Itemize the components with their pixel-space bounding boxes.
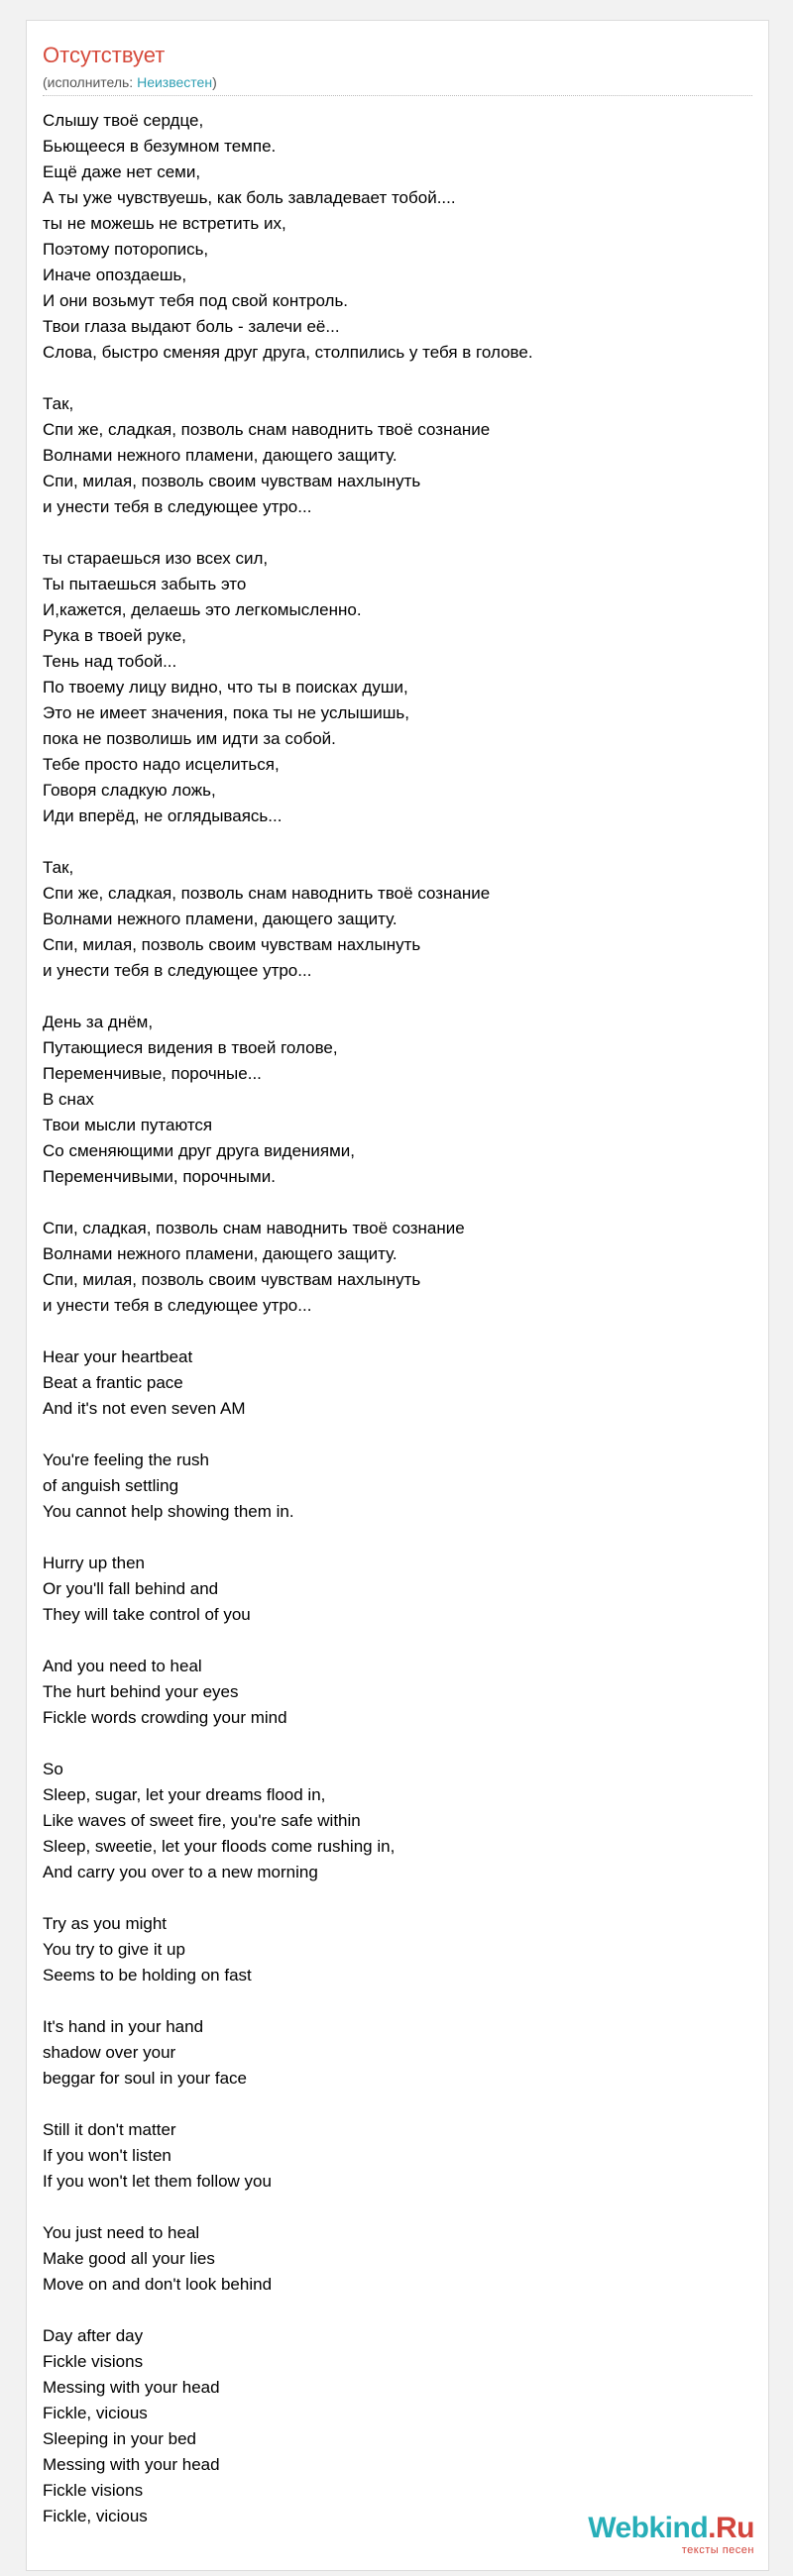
lyrics-line: Day after day bbox=[43, 2326, 144, 2345]
lyrics-line: Ещё даже нет семи, bbox=[43, 162, 201, 181]
lyrics-line: Sleep, sweetie, let your floods come rushing in, bbox=[43, 1837, 396, 1856]
lyrics-line: Слова, быстро сменяя друг друга, столпились у тебя в голове. bbox=[43, 343, 533, 362]
lyrics-line: If you won't let them follow you bbox=[43, 2172, 272, 2191]
lyrics-line: Так, bbox=[43, 394, 74, 413]
lyrics-line: Make good all your lies bbox=[43, 2249, 215, 2268]
lyrics-line: It's hand in your hand bbox=[43, 2017, 204, 2036]
lyrics-line: Fickle words crowding your mind bbox=[43, 1708, 287, 1727]
lyrics-line: So bbox=[43, 1760, 63, 1778]
lyrics-line: И они возьмут тебя под свой контроль. bbox=[43, 291, 349, 310]
song-title: Отсутствует bbox=[43, 43, 166, 67]
lyrics-line: You're feeling the rush bbox=[43, 1450, 210, 1469]
lyrics-stanza bbox=[43, 2323, 746, 2529]
lyrics-line: Со сменяющими друг друга видениями, bbox=[43, 1141, 356, 1160]
lyrics-line: And you need to heal bbox=[43, 1657, 202, 1675]
lyrics-line: shadow over your bbox=[43, 2043, 176, 2062]
lyrics-line: You cannot help showing them in. bbox=[43, 1502, 294, 1521]
lyrics-line: Fickle visions bbox=[43, 2481, 144, 2500]
lyrics-line: и унести тебя в следующее утро... bbox=[43, 1296, 312, 1315]
lyrics-line: Спи, милая, позволь своим чувствам нахлынуть bbox=[43, 472, 421, 490]
artist-link[interactable]: Неизвестен bbox=[137, 74, 213, 90]
lyrics-line: They will take control of you bbox=[43, 1605, 251, 1624]
lyrics-line: Beat a frantic pace bbox=[43, 1373, 183, 1392]
lyrics-line: Спи, милая, позволь своим чувствам нахлынуть bbox=[43, 1270, 421, 1289]
lyrics-line: Иначе опоздаешь, bbox=[43, 266, 187, 284]
lyrics-line: Говоря сладкую ложь, bbox=[43, 781, 216, 800]
lyrics-stanza bbox=[43, 855, 746, 984]
lyrics-stanza bbox=[43, 2220, 746, 2298]
lyrics-line: пока не позволишь им идти за собой. bbox=[43, 729, 336, 748]
lyrics-line: Fickle, vicious bbox=[43, 2507, 148, 2525]
lyrics-line: По твоему лицу видно, что ты в поисках души, bbox=[43, 678, 408, 697]
lyrics-line: Try as you might bbox=[43, 1914, 168, 1933]
lyrics-line: Ты пытаешься забыть это bbox=[43, 575, 247, 593]
lyrics-line: ты не можешь не встретить их, bbox=[43, 214, 286, 233]
lyrics-line: Or you'll fall behind and bbox=[43, 1579, 219, 1598]
lyrics-line: Seems to be holding on fast bbox=[43, 1966, 252, 1985]
lyrics-line: Тень над тобой... bbox=[43, 652, 177, 671]
lyrics-line: You try to give it up bbox=[43, 1940, 185, 1959]
lyrics-line: Like waves of sweet fire, you're safe within bbox=[43, 1811, 361, 1830]
site-logo[interactable] bbox=[588, 2514, 754, 2556]
lyrics-line: Спи же, сладкая, позволь снам наводнить твоё сознание bbox=[43, 420, 491, 439]
lyrics-line: Fickle, vicious bbox=[43, 2404, 148, 2422]
lyrics-line: Иди вперёд, не оглядываясь... bbox=[43, 806, 283, 825]
logo-name: Webkind bbox=[588, 2512, 709, 2544]
lyrics-line: А ты уже чувствуешь, как боль завладевает тобой.... bbox=[43, 188, 456, 207]
lyrics-line: Спи, сладкая, позволь снам наводнить твоё сознание bbox=[43, 1219, 465, 1237]
divider bbox=[43, 95, 752, 96]
lyrics-line: И,кажется, делаешь это легкомысленно. bbox=[43, 600, 362, 619]
lyrics-line: Fickle visions bbox=[43, 2352, 144, 2371]
lyrics-line: Move on and don't look behind bbox=[43, 2275, 273, 2294]
lyrics-line: of anguish settling bbox=[43, 1476, 179, 1495]
lyrics-line: And it's not even seven AM bbox=[43, 1399, 246, 1418]
lyrics-line: Бьющееся в безумном темпе. bbox=[43, 137, 277, 156]
lyrics-stanza bbox=[43, 1344, 746, 1422]
lyrics-line: В снах bbox=[43, 1090, 94, 1109]
lyrics-line: Спи же, сладкая, позволь снам наводнить твоё сознание bbox=[43, 884, 491, 903]
lyrics-line: Messing with your head bbox=[43, 2455, 220, 2474]
lyrics-line: Твои глаза выдают боль - залечи её... bbox=[43, 317, 340, 336]
lyrics-line: Рука в твоей руке, bbox=[43, 626, 186, 645]
lyrics-line: Messing with your head bbox=[43, 2378, 220, 2397]
lyrics-stanza bbox=[43, 2014, 746, 2092]
lyrics-line: If you won't listen bbox=[43, 2146, 171, 2165]
lyrics-stanza bbox=[43, 1551, 746, 1628]
lyrics-line: День за днём, bbox=[43, 1013, 154, 1031]
lyrics-line: You just need to heal bbox=[43, 2223, 200, 2242]
lyrics-line: Спи, милая, позволь своим чувствам нахлынуть bbox=[43, 935, 421, 954]
lyrics-stanza bbox=[43, 1216, 746, 1319]
lyrics-stanza bbox=[43, 546, 746, 829]
lyrics-line: Sleeping in your bed bbox=[43, 2429, 197, 2448]
artist-suffix: ) bbox=[212, 74, 217, 90]
lyrics-line: Это не имеет значения, пока ты не услышишь, bbox=[43, 703, 409, 722]
logo-tld: .Ru bbox=[708, 2512, 754, 2544]
lyrics-line: Переменчивыми, порочными. bbox=[43, 1167, 276, 1186]
lyrics-line: Hurry up then bbox=[43, 1554, 145, 1572]
lyrics-line: Волнами нежного пламени, дающего защиту. bbox=[43, 446, 397, 465]
lyrics-line: Волнами нежного пламени, дающего защиту. bbox=[43, 1244, 397, 1263]
lyrics-stanza bbox=[43, 1010, 746, 1190]
lyrics-card bbox=[26, 20, 769, 2571]
lyrics-line: The hurt behind your eyes bbox=[43, 1682, 239, 1701]
lyrics-line: Still it don't matter bbox=[43, 2120, 176, 2139]
lyrics-stanza bbox=[43, 1757, 746, 1885]
lyrics-line: Слышу твоё сердце, bbox=[43, 111, 204, 130]
lyrics-stanza bbox=[43, 391, 746, 520]
lyrics-stanza bbox=[43, 1448, 746, 1525]
lyrics-line: Тебе просто надо исцелиться, bbox=[43, 755, 280, 774]
lyrics-line: Sleep, sugar, let your dreams flood in, bbox=[43, 1785, 326, 1804]
lyrics-text bbox=[43, 108, 746, 2555]
lyrics-line: ты стараешься изо всех сил, bbox=[43, 549, 269, 568]
lyrics-line: beggar for soul in your face bbox=[43, 2069, 248, 2088]
lyrics-line: Твои мысли путаются bbox=[43, 1116, 213, 1134]
lyrics-line: и унести тебя в следующее утро... bbox=[43, 961, 312, 980]
lyrics-line: Путающиеся видения в твоей голове, bbox=[43, 1038, 338, 1057]
lyrics-line: и унести тебя в следующее утро... bbox=[43, 497, 312, 516]
artist-prefix: (исполнитель: bbox=[43, 74, 138, 90]
lyrics-line: Переменчивые, порочные... bbox=[43, 1064, 262, 1083]
lyrics-line: Волнами нежного пламени, дающего защиту. bbox=[43, 910, 397, 928]
lyrics-stanza bbox=[43, 108, 746, 366]
lyrics-line: Так, bbox=[43, 858, 74, 877]
lyrics-stanza bbox=[43, 2117, 746, 2195]
artist-line bbox=[43, 74, 217, 90]
lyrics-stanza bbox=[43, 1911, 746, 1988]
logo-tagline: тексты песен bbox=[681, 2544, 754, 2556]
lyrics-line: Hear your heartbeat bbox=[43, 1347, 193, 1366]
lyrics-line: Поэтому поторопись, bbox=[43, 240, 209, 259]
lyrics-stanza bbox=[43, 1654, 746, 1731]
lyrics-line: And carry you over to a new morning bbox=[43, 1863, 318, 1881]
